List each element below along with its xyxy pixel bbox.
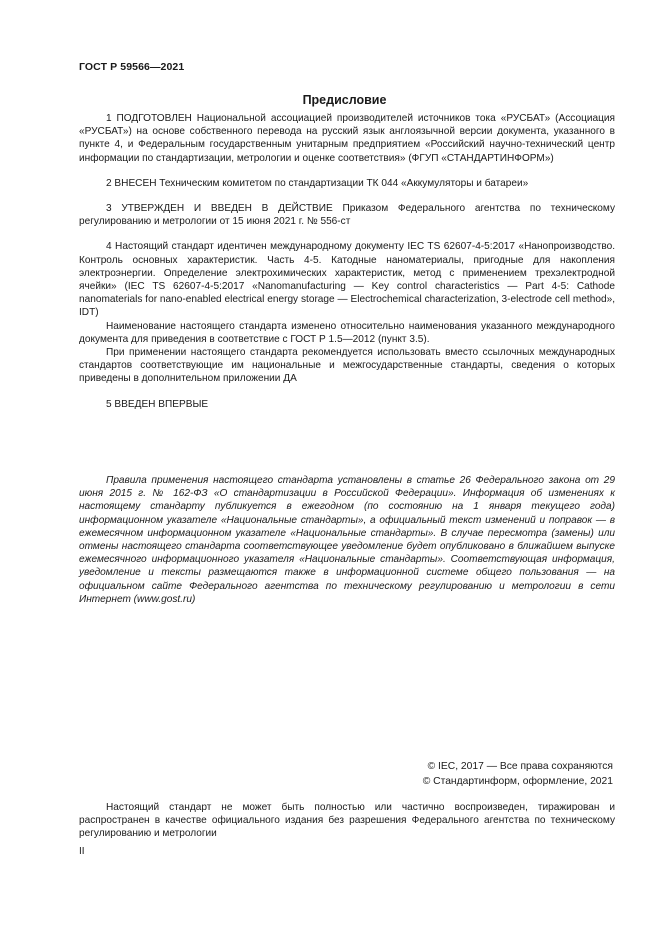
paragraph-name-changed: Наименование настоящего стандарта изменено относительно наименования указанного международного документа для приведения в соответствие с ГОСТ Р 1.5—2012 (пункт 3.5). [79, 320, 615, 345]
copyright-iec: © IEC, 2017 — Все права сохраняются [427, 761, 613, 772]
preface-body [79, 112, 615, 411]
paragraph-identical-to: 4 Настоящий стандарт идентичен международному документу IEC TS 62607-4-5:2017 «Нанопроизводство. Контроль основных характеристик. Часть 4-5. Катодные наноматериалы, пригодные для накопления электроэнергии. Определение электрохимических характеристик, метод с применением трехэлектродной ячейки» (IEC TS 62607-4-5:2017 «Nanomanufacturing — Key control characteristics — Part 4-5: Cathode nanomaterials for nano-enabled electrical energy storage — Electrochemical characterization, 3-electrode cell method», IDT) [79, 241, 615, 319]
copyright-block [423, 760, 613, 789]
paragraph-introduced-first: 5 ВВЕДЕН ВПЕРВЫЕ [106, 398, 209, 410]
paragraph-submitted-by: 2 ВНЕСЕН Техническим комитетом по стандартизации ТК 044 «Аккумуляторы и батареи» [106, 177, 529, 189]
application-notice: Правила применения настоящего стандарта установлены в статье 26 Федерального закона от 29 июня 2015 г. № 162-ФЗ «О стандартизации в Российской Федерации». Информация об изменениях к настоящему стандарту публикуется в ежегодном (по состоянию на 1 января текущего года) информационном указателе «Национальные стандарты», а официальный текст изменений и поправок — в ежемесячном информационном указателе «Национальные стандарты». В случае пересмотра (замены) или отмены настоящего стандарта соответствующее уведомление будет опубликовано в ближайшем выпуске ежемесячного информационного указателя «Национальные стандарты». Соответствующая информация, уведомление и тексты размещаются также в информационной системе общего пользования — на официальном сайте Федерального агентства по техническому регулированию и метрологии в сети Интернет (www.gost.ru) [79, 475, 615, 605]
paragraph-references: При применении настоящего стандарта рекомендуется использовать вместо ссылочных международных стандартов соответствующие им национальные и межгосударственные стандарты, сведения о которых приведены в дополнительном приложении ДА [79, 347, 615, 385]
reproduction-notice: Настоящий стандарт не может быть полностью или частично воспроизведен, тиражирован и распространен в качестве официального издания без разрешения Федерального агентства по техническому регулированию и метрологии [79, 802, 615, 840]
paragraph-prepared-by: 1 ПОДГОТОВЛЕН Национальной ассоциацией производителей источников тока «РУСБАТ» (Ассоциация «РУСБАТ») на основе собственного перевода на русский язык англоязычной версии документа, указанного в пункте 4, и Федеральным государственным унитарным предприятием «Российский научно-технический центр информации по стандартизации, метрологии и оценке соответствия» (ФГУП «СТАНДАРТИНФОРМ») [79, 113, 615, 164]
copyright-standartinform: © Стандартинформ, оформление, 2021 [422, 775, 613, 787]
paragraph-approved: 3 УТВЕРЖДЕН И ВВЕДЕН В ДЕЙСТВИЕ Приказом Федерального агентства по техническому регулированию и метрологии от 15 июня 2021 г. № 556-ст [79, 203, 615, 228]
section-title: Предисловие [302, 93, 387, 107]
page-number: II [79, 846, 85, 857]
standard-code: ГОСТ Р 59566—2021 [79, 61, 185, 73]
